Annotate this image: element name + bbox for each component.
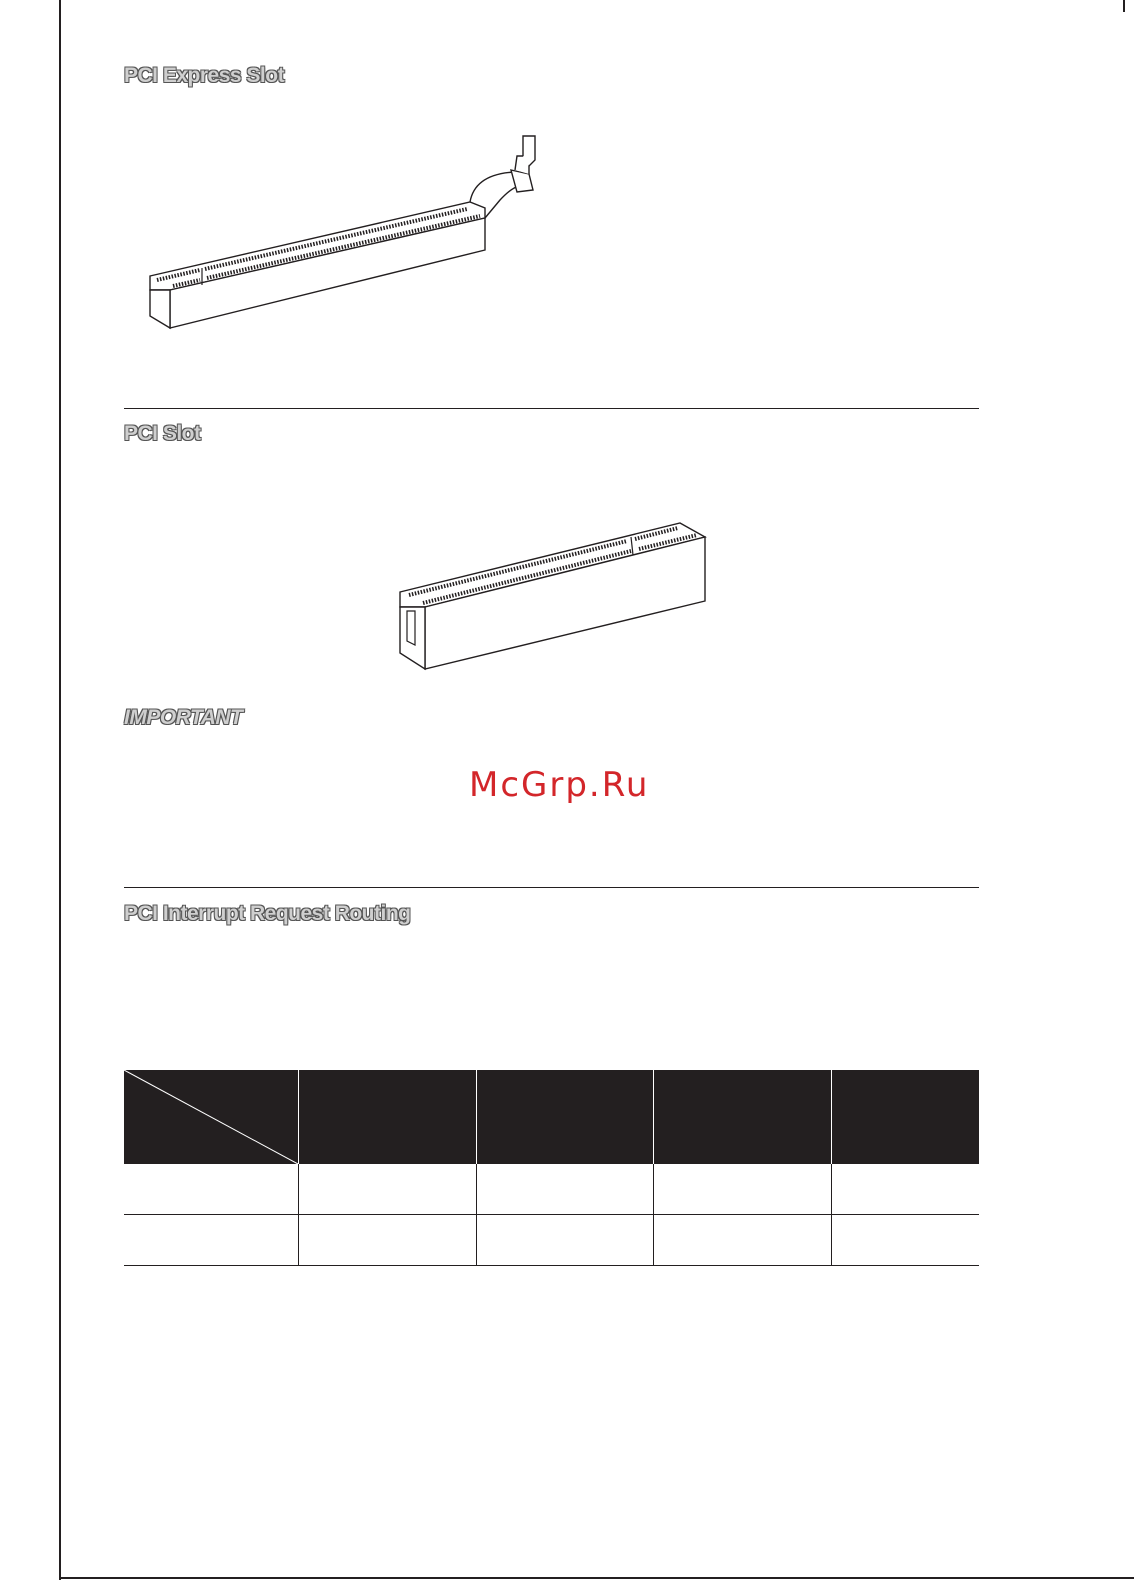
table-cell [299, 1164, 477, 1215]
table-cell [299, 1215, 477, 1266]
corner-diagonal-line [124, 1070, 298, 1164]
section-divider-1 [124, 408, 979, 409]
table-cell [831, 1164, 979, 1215]
table-header-cell [299, 1070, 477, 1164]
page-frame-bottom [59, 1577, 1134, 1579]
table-cell [654, 1164, 832, 1215]
pcie-slot-heading: PCI Express Slot [124, 64, 285, 87]
watermark-text: McGrp.Ru [469, 765, 650, 805]
table-cell [124, 1164, 299, 1215]
table-corner-cell [124, 1070, 299, 1164]
table-header-cell [476, 1070, 654, 1164]
table-cell [476, 1215, 654, 1266]
table-cell [831, 1215, 979, 1266]
section-divider-2 [124, 887, 979, 888]
table-cell [124, 1215, 299, 1266]
irq-routing-heading: PCI Interrupt Request Routing [124, 902, 411, 925]
table-row [124, 1164, 979, 1215]
page-frame-right [1123, 0, 1125, 12]
important-heading: IMPORTANT [124, 706, 243, 729]
table-row [124, 1215, 979, 1266]
table-cell [654, 1215, 832, 1266]
table-header-cell [654, 1070, 832, 1164]
pci-slot-heading: PCI Slot [124, 422, 201, 445]
table-header-cell [831, 1070, 979, 1164]
pcie-slot-illustration [145, 130, 545, 335]
page-frame-left [59, 0, 61, 1580]
table-header-row [124, 1070, 979, 1164]
irq-routing-table [124, 1070, 979, 1266]
table-cell [476, 1164, 654, 1215]
pci-slot-illustration [395, 515, 710, 675]
